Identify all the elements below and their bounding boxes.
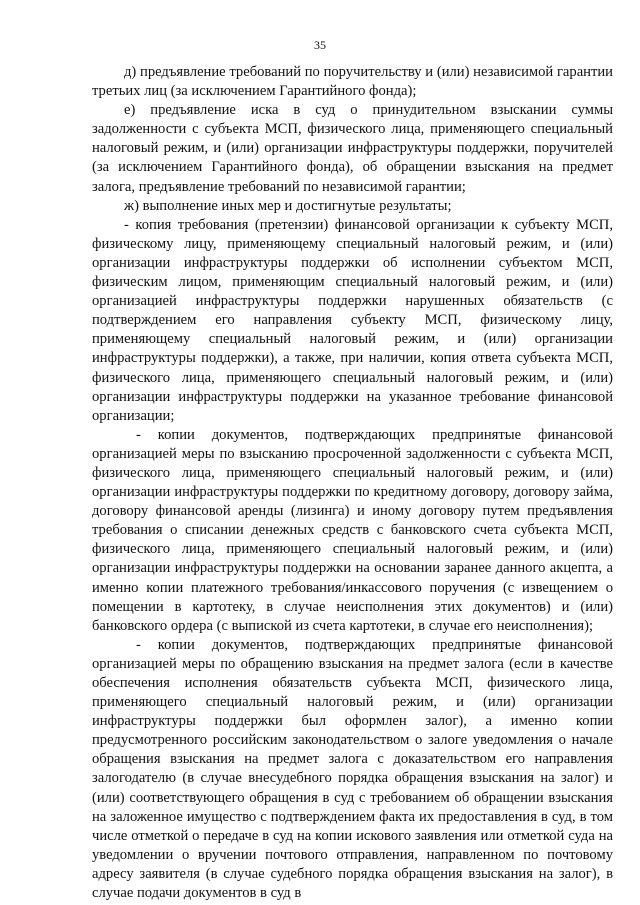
paragraph-debt-recovery-documents: - копии документов, подтверждающих предпринятые финансовой организацией меры по взысканию просроченной задолженности с субъекта МСП, физического лица, применяющего специальный налоговый режим, и (или) организации инфраструктуры поддержки по кредитному договору, договору займа, договору финансовой аренды (лизинга) и иному договору путем предъявления требования о списании денежных средств с банковского счета субъекта МСП, физического лица, применяющего специальный налоговый режим, и (или) организации инфраструктуры поддержки на основании заранее данного акцепта, а именно копии платежного требования/инкассового поручения (с извещением о помещении в картотеку, в случае неисполнения этих документов) и (или) банковского ордера (с выпиской из счета картотеки, в случае его неисполнения); <box>92 426 613 634</box>
document-body <box>92 63 613 903</box>
paragraph-item-e: е) предъявление иска в суд о принудительном взыскании суммы задолженности с субъекта МСП, физического лица, применяющего специальный налоговый режим, и (или) организации инфраструктуры поддержки, поручителей (за исключением Гарантийного фонда), об обращении взыскания на предмет залога, предъявление требований по независимой гарантии; <box>92 102 613 195</box>
page-number: 35 <box>314 38 326 52</box>
paragraph-demand-copy: - копия требования (претензии) финансовой организации к субъекту МСП, физическому лицу, применяющему специальный налоговый режим, и (или) организации инфраструктуры поддержки об исполнении субъектом МСП, физическим лицом, применяющим специальный налоговый режим, и (или) организацией инфраструктуры поддержки нарушенных обязательств (с подтверждением его направления субъекту МСП, физическому лицу, применяющему специальный налоговый режим, и (или) организации инфраструктуры поддержки), а также, при наличии, копия ответа субъекта МСП, физического лица, применяющего специальный налоговый режим, и (или) организации инфраструктуры поддержки на указанное требование финансовой организации; <box>92 216 613 424</box>
paragraph-collateral-documents: - копии документов, подтверждающих предпринятые финансовой организацией меры по обращению взыскания на предмет залога (если в качестве обеспечения исполнения обязательств субъекта МСП, физического лица, применяющего специальный налоговый режим, и (или) организации инфраструктуры поддержки был оформлен залог), а именно копии предусмотренного российским законодательством о залоге уведомления о начале обращения взыскания на предмет залога с доказательством его направления залогодателю (в случае внесудебного порядка обращения взыскания на залог) и (или) соответствующего обращения в суд с требованием об обращении взыскания на заложенное имущество с подтверждением факта их предоставления в суд, в том числе отметкой о передаче в суд на копии искового заявления или отметкой суда на уведомлении о вручении почтового отправления, направленном по почтовому адресу заявителя (в случае судебного порядка обращения взыскания на залог), в случае подачи документов в суд в <box>92 636 613 902</box>
paragraph-item-zh: ж) выполнение иных мер и достигнутые результаты; <box>124 197 452 214</box>
paragraph-item-d: д) предъявление требований по поручительству и (или) независимой гарантии третьих лиц (за исключением Гарантийного фонда); <box>92 64 613 100</box>
